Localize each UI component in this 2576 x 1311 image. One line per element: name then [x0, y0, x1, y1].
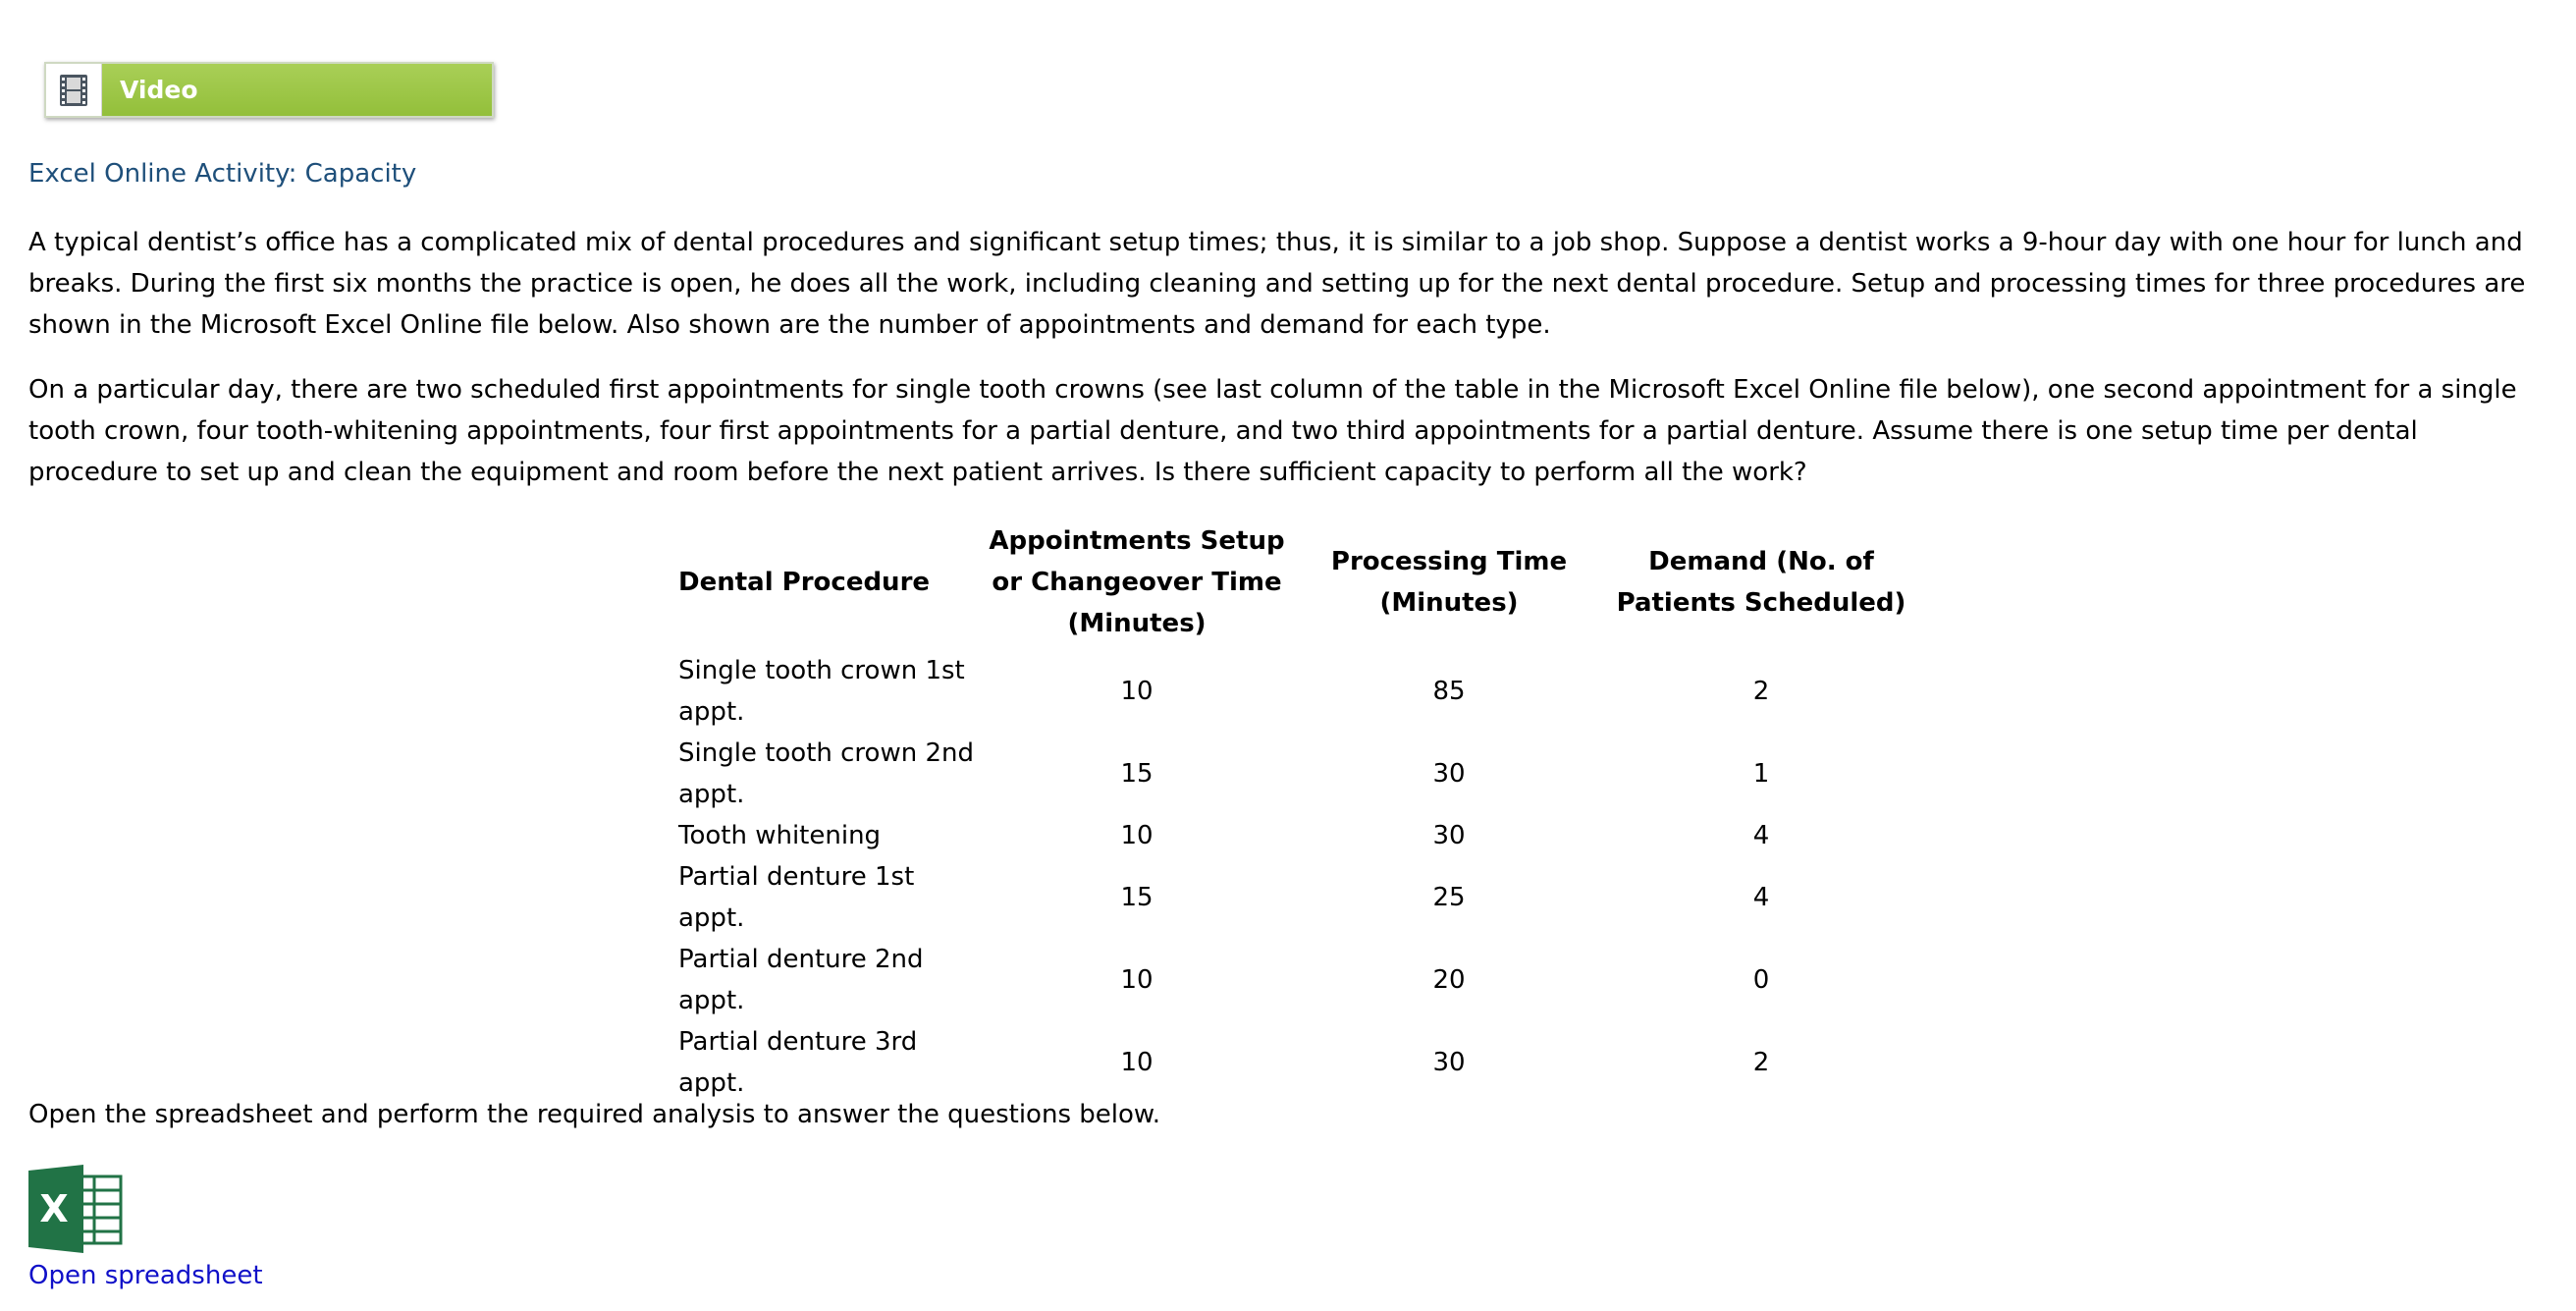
setup-time-value: 15 [1120, 883, 1154, 912]
demand-value: 1 [1752, 759, 1770, 789]
table-row [669, 856, 1923, 939]
header-processing-time [1299, 520, 1599, 650]
svg-text:X: X [39, 1187, 69, 1230]
scenario-paragraph: On a particular day, there are two scheduled first appointments for single tooth crowns (see last column of the table in the Microsoft Excel Online file below), one second appointment for a single tooth crown, four tooth-whitening appointments, four first appointments for a partial denture, and two third appointments for a partial denture. Assume there is one setup time per dental procedure to set up and clean the equipment and room before the next patient arrives. Is there sufficient capacity to perform all the work? [28, 375, 2517, 487]
procedure-name: Partial denture 3rd appt. [678, 1027, 918, 1098]
excel-icon[interactable] [28, 1165, 123, 1257]
procedure-name: Partial denture 1st appt. [678, 862, 915, 933]
header-processing-line1: Processing Time [1330, 547, 1568, 576]
intro-paragraph: A typical dentist’s office has a complicated mix of dental procedures and significant setup times; thus, it is similar to a job shop. Suppose a dentist works a 9-hour day with one hour for lunch and breaks. During the first six months the practice is open, he does all the work, including cleaning and setting up for the next dental procedure. Setup and processing times for three procedures are shown in the Microsoft Excel Online file below. Also shown are the number of appointments and demand for each type. [28, 228, 2526, 340]
procedure-name: Partial denture 2nd appt. [678, 945, 924, 1015]
demand-value: 2 [1752, 1048, 1770, 1077]
processing-time-value: 30 [1432, 1048, 1466, 1077]
header-setup-line2: or Changeover Time [992, 568, 1282, 597]
procedure-name: Single tooth crown 2nd appt. [678, 738, 974, 809]
table-header-row [669, 520, 1923, 650]
demand-value: 4 [1752, 821, 1770, 850]
setup-time-value: 10 [1120, 1048, 1154, 1077]
header-dental-procedure [669, 520, 975, 650]
procedure-name: Tooth whitening [678, 821, 882, 850]
processing-time-value: 30 [1432, 821, 1466, 850]
processing-time-value: 85 [1432, 677, 1466, 706]
demand-value: 4 [1752, 883, 1770, 912]
header-demand-line1: Demand (No. of [1648, 547, 1874, 576]
film-strip-icon [46, 64, 102, 116]
header-demand [1599, 520, 1923, 650]
processing-time-value: 20 [1432, 965, 1466, 995]
setup-time-value: 10 [1120, 965, 1154, 995]
table-row [669, 1021, 1923, 1104]
setup-time-value: 15 [1120, 759, 1154, 789]
table-row [669, 733, 1923, 815]
processing-time-value: 25 [1432, 883, 1466, 912]
video-button-label: Video [120, 76, 198, 104]
procedure-table [669, 520, 1923, 1104]
header-dental-procedure-text: Dental Procedure [678, 568, 931, 597]
header-processing-line2: (Minutes) [1379, 588, 1519, 618]
procedure-name: Single tooth crown 1st appt. [678, 656, 965, 727]
video-button[interactable] [44, 62, 494, 118]
header-setup-line1: Appointments Setup [989, 526, 1285, 556]
table-row [669, 939, 1923, 1021]
header-setup-time [975, 520, 1299, 650]
table-row [669, 815, 1923, 856]
processing-time-value: 30 [1432, 759, 1466, 789]
open-spreadsheet-link[interactable]: Open spreadsheet [28, 1261, 263, 1290]
header-setup-line3: (Minutes) [1067, 609, 1207, 638]
activity-title: Excel Online Activity: Capacity [28, 159, 417, 189]
demand-value: 2 [1752, 677, 1770, 706]
demand-value: 0 [1752, 965, 1770, 995]
header-demand-line2: Patients Scheduled) [1616, 588, 1906, 618]
table-row [669, 650, 1923, 733]
setup-time-value: 10 [1120, 821, 1154, 850]
setup-time-value: 10 [1120, 677, 1154, 706]
instructions-text: Open the spreadsheet and perform the required analysis to answer the questions below. [28, 1100, 1161, 1129]
